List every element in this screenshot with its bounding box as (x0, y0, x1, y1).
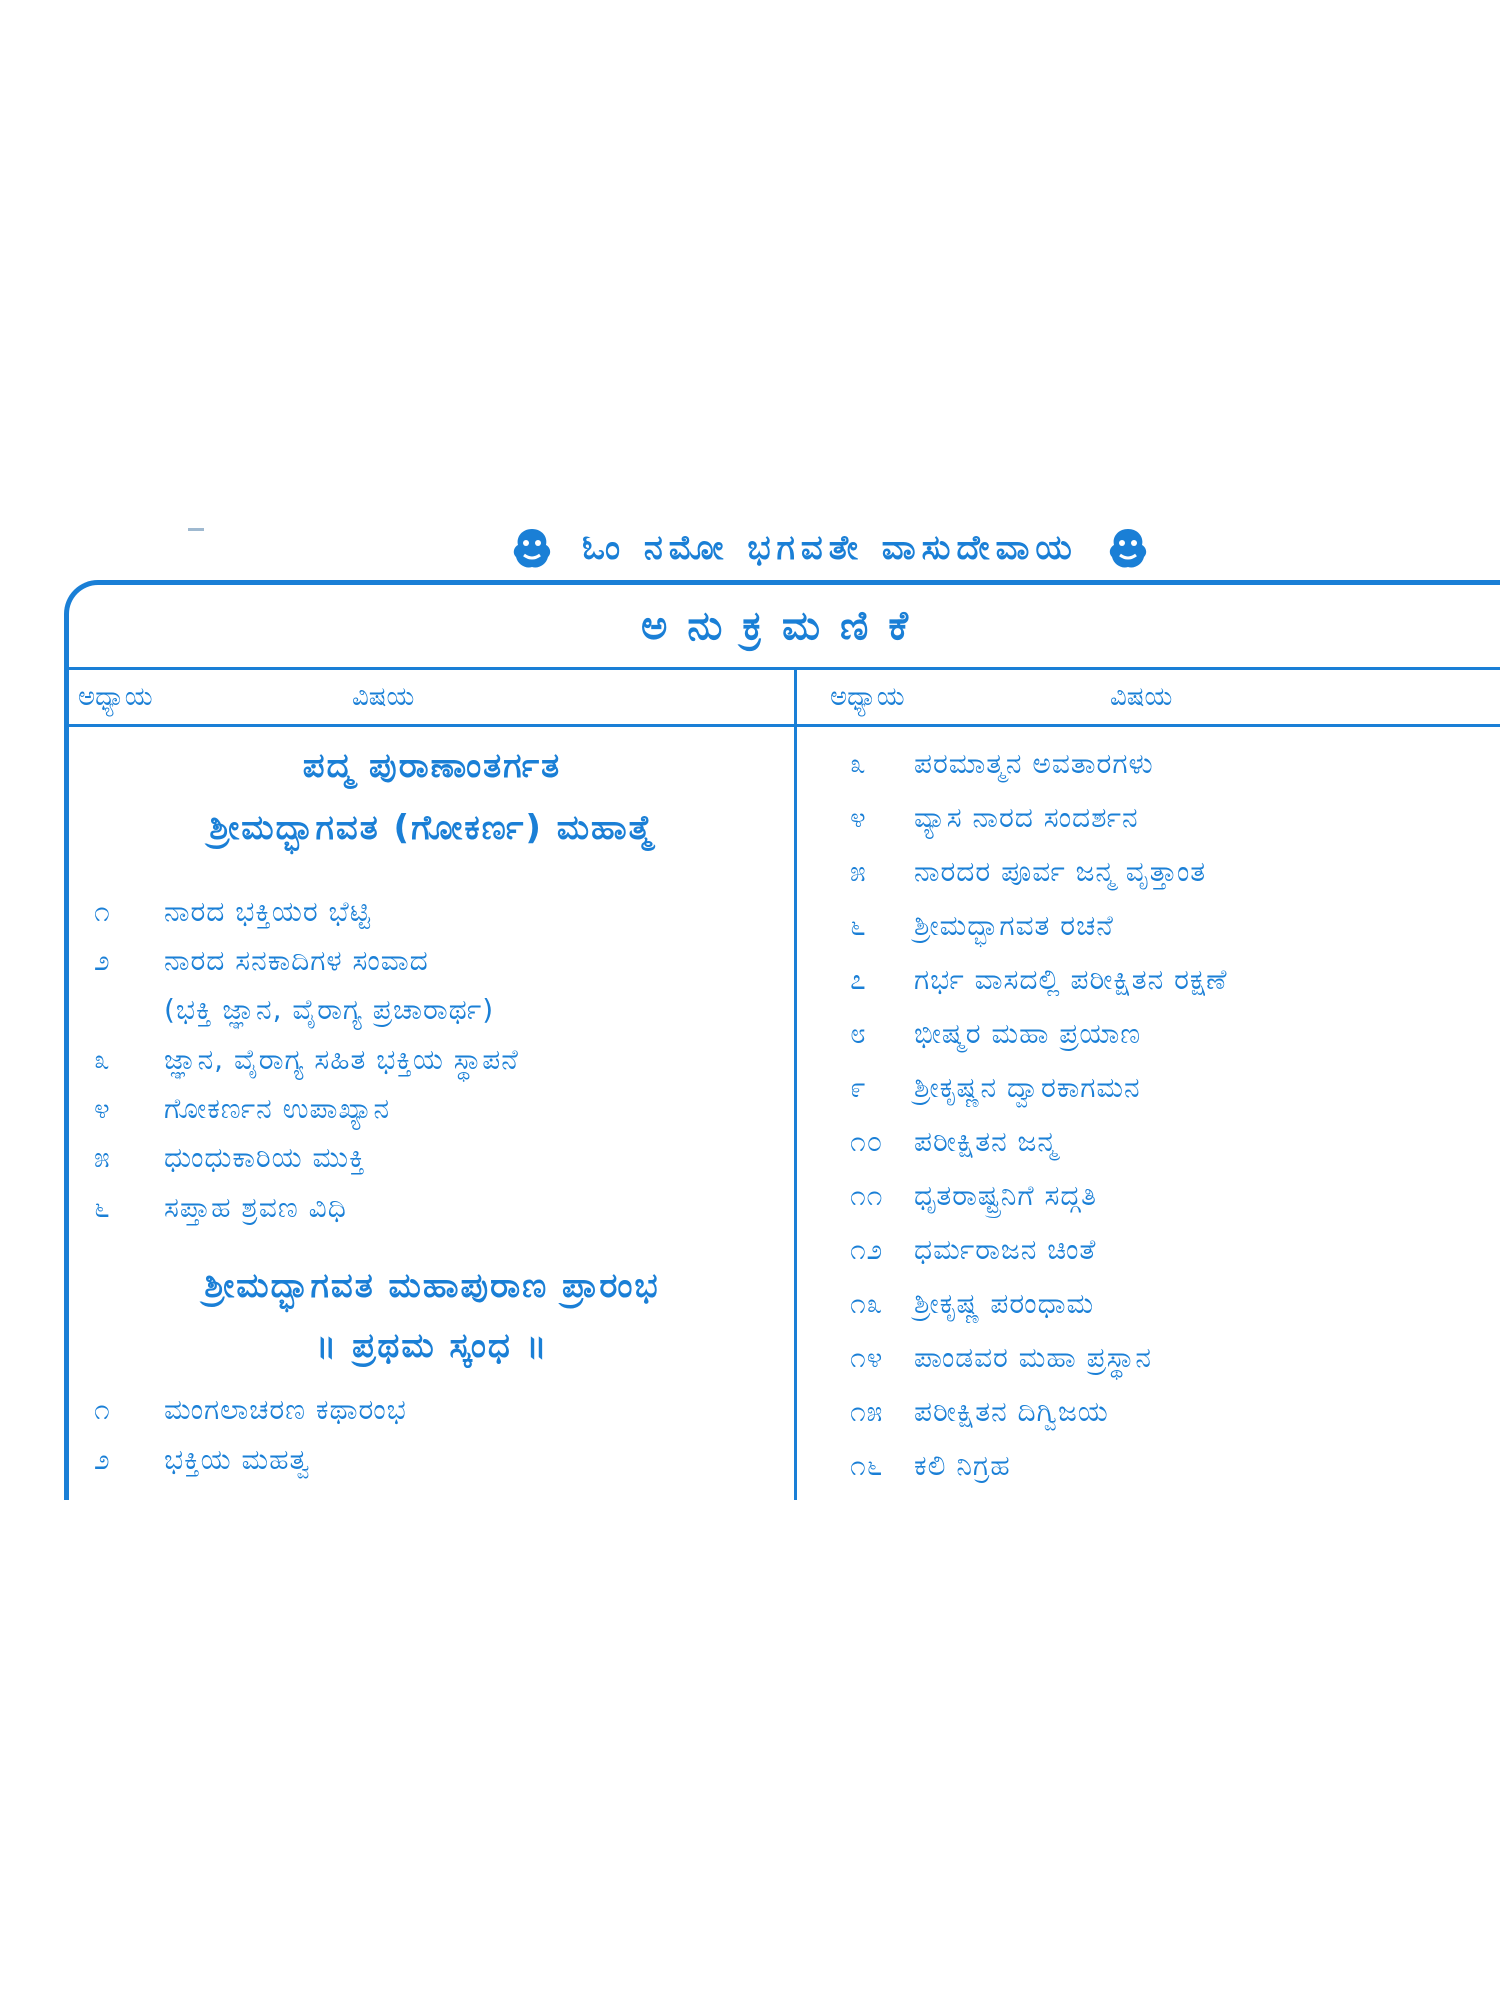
section2-title-line2: ॥ ಪ್ರಥಮ ಸ್ಕಂಧ ॥ (315, 1326, 549, 1366)
chapter-subject: ಪರೀಕ್ಷಿತನ ದಿಗ್ವಿಜಯ (914, 1395, 1109, 1428)
chapter-subject: ಕಲಿ ನಿಗ್ರಹ (914, 1449, 1011, 1482)
left-subject-header: ವಿಷಯ (352, 681, 415, 712)
chapter-number: ೭ (850, 963, 867, 996)
chapter-number: ೫ (94, 1141, 111, 1174)
chapter-subject: ಜ್ಞಾನ, ವೈರಾಗ್ಯ ಸಹಿತ ಭಕ್ತಿಯ ಸ್ಥಾಪನೆ (164, 1043, 519, 1076)
invocation-line (440, 520, 1220, 576)
chapter-number: ೧೨ (850, 1233, 884, 1266)
chapter-number: ೩ (850, 747, 867, 780)
chapter-subject: ನಾರದರ ಪೂರ್ವ ಜನ್ಮ ವೃತ್ತಾಂತ (914, 855, 1207, 888)
chapter-number: ೧ (94, 895, 111, 928)
list-item (850, 1280, 1094, 1328)
list-item (94, 1184, 347, 1232)
list-item (94, 1134, 366, 1182)
section2-title-line1: ಶ್ರೀಮದ್ಭಾಗವತ ಮಹಾಪುರಾಣ ಪ್ರಾರಂಭ (204, 1266, 660, 1306)
chapter-subject: ವ್ಯಾಸ ನಾರದ ಸಂದರ್ಶನ (914, 801, 1139, 834)
list-item (850, 956, 1227, 1004)
chapter-subject: ಶ್ರೀಮದ್ಭಾಗವತ ರಚನೆ (914, 909, 1114, 942)
column-divider (794, 667, 797, 1500)
chapter-number: ೨ (94, 944, 111, 977)
chapter-subject: ಪರೀಕ್ಷಿತನ ಜನ್ಮ (914, 1125, 1058, 1158)
section1-title-line1: ಪದ್ಮ ಪುರಾಣಾಂತರ್ಗತ (302, 746, 562, 786)
chapter-subject: ಶ್ರೀಕೃಷ್ಣ ಪರಂಧಾಮ (914, 1287, 1095, 1320)
chapter-subject: ಸಪ್ತಾಹ ಶ್ರವಣ ವಿಧಿ (164, 1191, 347, 1224)
left-ornament-icon (508, 525, 556, 571)
list-item (850, 1118, 1058, 1166)
chapter-subject: ಭೀಷ್ಮರ ಮಹಾ ಪ್ರಯಾಣ (914, 1017, 1142, 1050)
chapter-number: ೧೫ (850, 1395, 884, 1428)
list-item (850, 1388, 1109, 1436)
chapter-number: ೩ (94, 1043, 111, 1076)
list-item (850, 848, 1206, 896)
invocation-text: ಓಂ ನಮೋ ಭಗವತೇ ವಾಸುದೇವಾಯ (582, 528, 1078, 568)
chapter-number: ೧೪ (850, 1341, 884, 1374)
chapter-subject: ಪಾಂಡವರ ಮಹಾ ಪ್ರಸ್ಥಾನ (914, 1341, 1152, 1374)
chapter-number: ೨ (94, 1443, 111, 1476)
divider-title (69, 667, 1500, 670)
list-item (94, 1436, 310, 1484)
right-ornament-icon (1104, 525, 1152, 571)
list-item (94, 1085, 390, 1133)
list-item (850, 1172, 1097, 1220)
list-item (94, 986, 494, 1034)
list-item (850, 1010, 1141, 1058)
list-item (850, 1064, 1141, 1112)
chapter-number: ೪ (94, 1092, 111, 1125)
chapter-number: ೬ (850, 909, 867, 942)
list-item (850, 740, 1154, 788)
list-item (94, 888, 371, 936)
chapter-subject: ಧುಂಧುಕಾರಿಯ ಮುಕ್ತಿ (164, 1141, 366, 1174)
list-item (850, 794, 1139, 842)
chapter-subject: ಧೃತರಾಷ್ಟ್ರನಿಗೆ ಸದ್ಗತಿ (914, 1179, 1097, 1212)
chapter-number: ೧೩ (850, 1287, 884, 1320)
list-item (850, 1226, 1096, 1274)
list-item (850, 1334, 1152, 1382)
section1-title-line2: ಶ್ರೀಮದ್ಭಾಗವತ (ಗೋಕರ್ಣ) ಮಹಾತ್ಮೆ (209, 808, 655, 848)
chapter-subject: (ಭಕ್ತಿ ಜ್ಞಾನ, ವೈರಾಗ್ಯ ಪ್ರಚಾರಾರ್ಥ) (164, 993, 495, 1026)
list-item (850, 1442, 1011, 1490)
list-item (94, 937, 429, 985)
chapter-subject: ಪರಮಾತ್ಮನ ಅವತಾರಗಳು (914, 747, 1154, 780)
left-chapter-header: ಅಧ್ಯಾಯ (78, 681, 153, 712)
chapter-subject: ಗರ್ಭ ವಾಸದಲ್ಲಿ ಪರೀಕ್ಷಿತನ ರಕ್ಷಣೆ (914, 963, 1228, 996)
right-chapter-header: ಅಧ್ಯಾಯ (830, 681, 905, 712)
chapter-subject: ನಾರದ ಭಕ್ತಿಯರ ಭೆಟ್ಟಿ (164, 895, 372, 928)
right-subject-header: ವಿಷಯ (1110, 681, 1173, 712)
chapter-subject: ಗೋಕರ್ಣನ ಉಪಾಖ್ಯಾನ (164, 1092, 391, 1125)
print-speck (188, 528, 204, 531)
list-item (94, 1036, 519, 1084)
chapter-number: ೬ (94, 1191, 111, 1224)
chapter-number: ೧ (94, 1393, 111, 1426)
chapter-number: ೪ (850, 801, 867, 834)
chapter-number: ೫ (850, 855, 867, 888)
divider-header (69, 724, 1500, 727)
list-item (94, 1386, 407, 1434)
chapter-subject: ಧರ್ಮರಾಜನ ಚಿಂತೆ (914, 1233, 1097, 1266)
chapter-subject: ಶ್ರೀಕೃಷ್ಣನ ದ್ವಾರಕಾಗಮನ (914, 1071, 1141, 1104)
chapter-number: ೧೧ (850, 1179, 884, 1212)
chapter-subject: ಮಂಗಲಾಚರಣ ಕಥಾರಂಭ (164, 1393, 407, 1426)
chapter-number: ೧೦ (850, 1125, 884, 1158)
chapter-number: ೧೬ (850, 1449, 884, 1482)
chapter-number: ೯ (850, 1071, 867, 1104)
chapter-number: ೮ (850, 1017, 867, 1050)
toc-title: ಅನುಕ್ರಮಣಿಕೆ (641, 603, 928, 649)
list-item (850, 902, 1114, 950)
chapter-subject: ಭಕ್ತಿಯ ಮಹತ್ವ (164, 1443, 311, 1476)
chapter-subject: ನಾರದ ಸನಕಾದಿಗಳ ಸಂವಾದ (164, 944, 429, 977)
